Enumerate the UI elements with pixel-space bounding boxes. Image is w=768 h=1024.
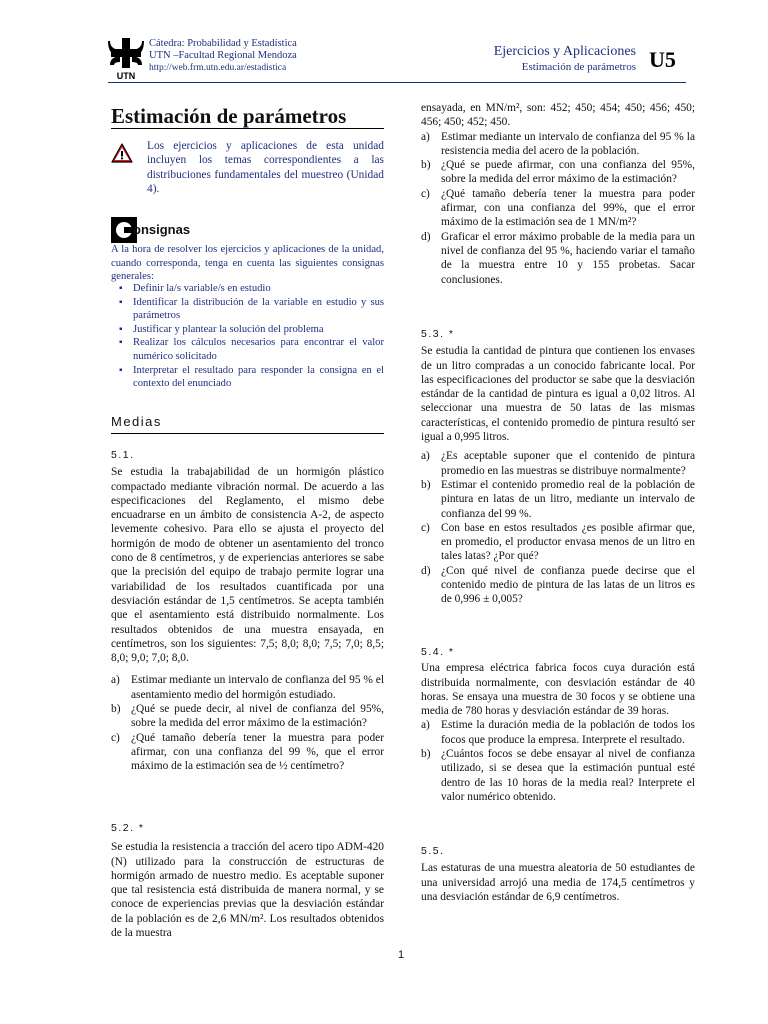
item-text: Estimar mediante un intervalo de confianza del 95 % la resistencia media del acero de la población. bbox=[441, 130, 695, 157]
header-divider bbox=[108, 82, 686, 83]
item-label: a) bbox=[421, 130, 430, 143]
page-number: 1 bbox=[398, 949, 405, 961]
item-label: d) bbox=[421, 564, 431, 577]
list-item: ▪ Justificar y plantear la solución del problema bbox=[119, 323, 384, 337]
item-label: b) bbox=[421, 478, 431, 491]
item-text: ¿Con qué nivel de confianza puede decirse que el contenido medio de pintura de las latas de un litros es de 0,996 ± 0,005? bbox=[441, 564, 695, 606]
list-item bbox=[421, 230, 695, 287]
list-item bbox=[421, 478, 695, 521]
warning-text: Los ejercicios y aplicaciones de esta unidad incluyen los temas correspondientes a las distribuciones fundamentales del muestreo (Unidad 4). bbox=[147, 140, 384, 195]
list-item bbox=[421, 521, 695, 564]
item-label: c) bbox=[421, 521, 430, 534]
list-item bbox=[421, 718, 695, 747]
item-label: d) bbox=[421, 230, 431, 243]
url-link[interactable]: http://web.frm.utn.edu.ar/estadistica bbox=[149, 63, 287, 73]
list-item bbox=[421, 130, 695, 159]
list-item bbox=[421, 449, 695, 478]
exercise-5-4 bbox=[421, 645, 695, 804]
exercise-number: 5.3. * bbox=[421, 328, 455, 340]
consignas-label: onsignas bbox=[133, 222, 191, 237]
exercise-text: Se estudia la trabajabilidad de un hormigón plástico compactado mediante vibración normal. De acuerdo a las especificaciones del Reglamento, el mismo debe encuadrarse en un ámbito de consistencia A-2, de aspecto levemente cohesivo. Para ello se ajusta el proyecto del hormigón de modo de obtener un asentamiento del tronco cono de 8 centímetros, y de experiencias anteriores se sabe que la precisión del equipo de trabajo permite lograr una variabilidad de los resultados cuantificada por una desviación estándar de 1,5 centímetros. Se acepta también que el asentamiento está distribuido normalmente. Los resultados obtenidos de una muestra ensayada, en centímetros, son los siguientes: 7,5; 8,0; 8,0; 7,5; 7,0; 8,5; 8,0; 9,0; 7,0; 8,0. bbox=[111, 466, 384, 665]
exercise-items bbox=[111, 673, 384, 773]
item-label: a) bbox=[111, 674, 120, 687]
exercise-5-3 bbox=[421, 327, 695, 607]
list-item bbox=[111, 731, 384, 774]
catedra-label: Cátedra: Probabilidad y Estadística bbox=[149, 38, 297, 49]
warning-icon bbox=[111, 143, 133, 163]
item-label: a) bbox=[421, 450, 430, 463]
item-label: b) bbox=[111, 703, 121, 716]
list-item bbox=[421, 187, 695, 230]
exercise-items bbox=[421, 449, 695, 606]
exercise-items bbox=[421, 130, 695, 287]
exercise-text: Se estudia la resistencia a tracción del acero tipo ADM-420 (N) utilizado para la construcción de estructuras de hormigón armado de nuestro medio. Es aceptable suponer que tal resistencia está distribuida de manera normal, y se conoce de experiencias previas que la desviación estándar de la población es de 2,6 MN/m². Los resultados obtenidos de la muestra bbox=[111, 841, 384, 940]
exercise-number: 5.2. * bbox=[111, 822, 145, 834]
exercise-5-1 bbox=[111, 448, 384, 774]
section-heading: Medias bbox=[111, 414, 162, 429]
list-item bbox=[111, 702, 384, 731]
section-label: Ejercicios y Aplicaciones bbox=[493, 44, 636, 59]
item-label: c) bbox=[421, 187, 430, 200]
consignas-list bbox=[119, 282, 384, 391]
item-text: Estimar mediante un intervalo de confianza del 95 % el asentamiento medio del hormigón estudiado. bbox=[131, 674, 384, 701]
list-item bbox=[111, 673, 384, 702]
consignas-intro: A la hora de resolver los ejercicios y aplicaciones de la unidad, cuando corresponda, tenga en cuenta las siguientes consignas generales: bbox=[111, 244, 384, 283]
list-item bbox=[421, 564, 695, 607]
utn-logo bbox=[108, 38, 144, 80]
section-divider bbox=[111, 433, 384, 434]
exercise-text: Se estudia la cantidad de pintura que contienen los envases de un litro compradas a un conocido fabricante local. Por las especificaciones del productor se sabe que la desviación estándar de la cantidad de pintura es igual a 0,02 litros. Al seleccionar una muestra de 50 latas de las mismas características, el contenido promedio de pintura resultó ser igual a 0,995 litros. bbox=[421, 345, 695, 444]
list-item bbox=[421, 747, 695, 804]
exercise-text: Las estaturas de una muestra aleatoria de 50 estudiantes de una universidad arrojó una media de 174,5 centímetros y una desviación estándar de 6,9 centímetros. bbox=[421, 862, 695, 903]
item-text: Estime la duración media de la población de todos los focos que produce la empresa. Interprete el resultado. bbox=[441, 719, 695, 746]
title-divider bbox=[111, 128, 384, 129]
exercise-number: 5.1. bbox=[111, 449, 135, 461]
item-label: c) bbox=[111, 731, 120, 744]
exercise-number: 5.5. bbox=[421, 845, 445, 857]
exercise-number: 5.4. * bbox=[421, 646, 455, 658]
unit-badge: U5 bbox=[649, 47, 676, 72]
header-institution bbox=[149, 38, 297, 74]
item-text: ¿Qué tamaño debería tener la muestra para poder afirmar, con una confianza del 99 %, que el error máximo de la estimación sea de ½ centímetro? bbox=[131, 731, 384, 773]
exercise-5-2-continued bbox=[421, 101, 695, 287]
item-text: ¿Qué tamaño debería tener la muestra para poder afirmar, con una confianza del 99%, que el error máximo de la estimación sea de 1 MN/m²? bbox=[441, 187, 695, 229]
item-text: ¿Es aceptable suponer que el contenido de pintura promedio en las muestras se distribuye normalmente? bbox=[441, 450, 695, 477]
item-text: ¿Qué se puede decir, al nivel de confianza del 95%, sobre la medida del error máximo de la estimación? bbox=[131, 703, 384, 730]
item-text: Estimar el contenido promedio real de la población de pintura en latas de un litro, mediante un intervalo de confianza del 99 %. bbox=[441, 478, 695, 520]
utn-logo-text: UTN bbox=[116, 71, 136, 80]
item-text: ¿Qué se puede afirmar, con una confianza del 95%, sobre la medida del error máximo de la estimación? bbox=[441, 159, 695, 186]
exercise-text: Una empresa eléctrica fabrica focos cuya duración está distribuida normalmente, con desviación estándar de 40 horas. Se ensaya una muestra de 30 focos y se obtiene una media de 780 horas y desviación estándar de 39 horas. bbox=[421, 662, 695, 718]
header-section bbox=[494, 44, 636, 74]
list-item: ▪ Interpretar el resultado para responder la consigna en el contexto del enunciado bbox=[119, 364, 384, 391]
item-label: b) bbox=[421, 159, 431, 172]
item-label: a) bbox=[421, 719, 430, 732]
item-text: ¿Cuántos focos se debe ensayar al nivel de confianza utilizado, si se desea que la estimación puntual esté dentro de las 10 horas de la media real? Interprete el valor numérico obtenido. bbox=[441, 748, 695, 803]
exercise-5-2 bbox=[111, 821, 384, 940]
subsection-label: Estimación de parámetros bbox=[521, 61, 636, 73]
list-item bbox=[421, 158, 695, 187]
exercise-5-5 bbox=[421, 844, 695, 904]
list-item: ▪ Realizar los cálculos necesarios para encontrar el valor numérico solicitado bbox=[119, 336, 384, 363]
item-label: b) bbox=[421, 748, 431, 761]
facultad-label: UTN –Facultad Regional Mendoza bbox=[149, 50, 297, 61]
exercise-text: ensayada, en MN/m², son: 452; 450; 454; 450; 456; 450; 456; 450; 452; 450. bbox=[421, 102, 695, 129]
list-item: ▪ Definir la/s variable/s en estudio bbox=[119, 282, 384, 296]
list-item: ▪ Identificar la distribución de la variable en estudio y sus parámetros bbox=[119, 296, 384, 323]
item-text: Graficar el error máximo probable de la media para un nivel de confianza del 95 %, haciendo variar el tamaño de la muestra entre 10 y 155 probetas. Sacar conclusiones. bbox=[441, 230, 695, 286]
page-title: Estimación de parámetros bbox=[111, 104, 347, 128]
item-text: Con base en estos resultados ¿es posible afirmar que, en promedio, el productor envasa menos de un litro en tales latas? ¿Por qué? bbox=[441, 521, 695, 563]
exercise-items bbox=[421, 718, 695, 804]
